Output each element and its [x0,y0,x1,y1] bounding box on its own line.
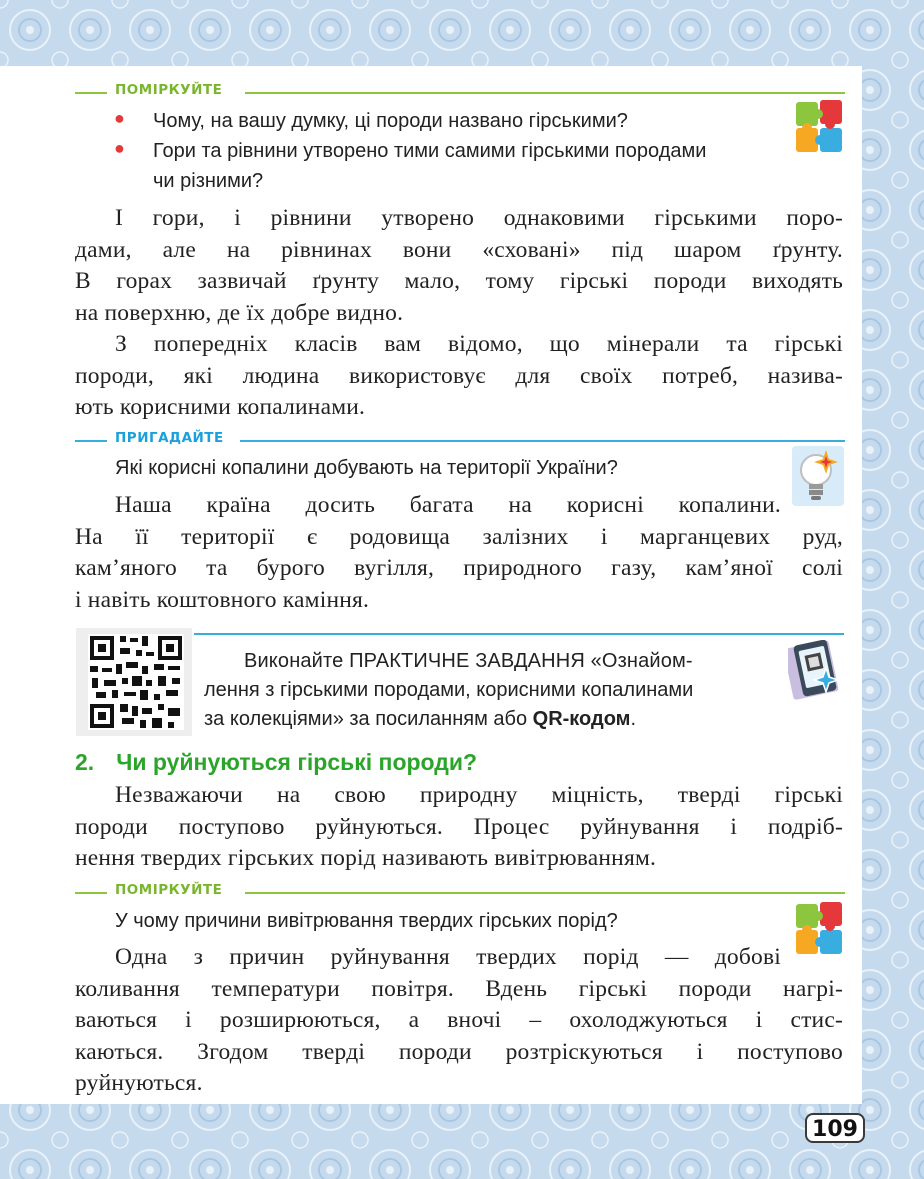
section-title: 2. Чи руйнуються гірські породи? [75,749,478,775]
practical-task-line2: лення з гірськими породами, корисними копалинами [204,679,694,701]
paragraph-minerals: З попередніх класів вам відомо, що мінерали та гірські породи, які людина використовує для своїх потреб, назива- ють корисними копалинами. [75,331,843,420]
remember-question: Які корисні копалини добувають на території України? [115,457,618,479]
practical-task-line1: Виконайте ПРАКТИЧНЕ ЗАВДАННЯ «Ознайом- [244,650,693,672]
tablet-qr-icon [788,640,844,700]
think-heading: ПОМІРКУЙТЕ [75,881,845,899]
puzzle-icon [794,98,846,156]
qr-code-link[interactable]: QR-кодом [532,708,631,730]
paragraph-mountains-plains: І гори, і рівнини утворено однаковими гірськими поро- дами, але на рівнинах вони «сховані» під шаром ґрунту. В горах зазвичай ґрунту мало, тому гірські породи виходять на поверхню, де їх добре видно. [75,205,843,326]
think-question-1: Чому, на вашу думку, ці породи названо гірськими? [153,110,628,132]
remember-heading: ПРИГАДАЙТЕ [75,429,845,447]
practical-task-rule [194,633,844,635]
paragraph-weathering: Незважаючи на свою природну міцність, тверді гірські породи поступово руйнуються. Процес руйнування і подріб- нення твердих гірських порід називають вивітрюванням. [75,782,843,871]
bullet: ● [114,138,125,158]
paragraph-temperature-causes: Одна з причин руйнування твердих порід — добові коливання температури повітря. Вдень гірські породи нагрі- ваються і розширюються, а вночі – охолоджуються і стис- каються. Згодом тверді породи розтріскуються і поступово руйнуються. [75,944,843,1096]
think-question-2-line2: чи різними? [153,170,264,192]
practical-task-line3: за колекціями» за посиланням або QR-кодом. [204,708,637,730]
think-heading: ПОМІРКУЙТЕ [75,81,845,99]
think-question: У чому причини вивітрювання твердих гірських порід? [115,910,618,932]
think-question-2-line1: Гори та рівнини утворено тими самими гірськими породами [153,140,707,162]
bullet: ● [114,108,125,128]
page-number: 109 [805,1113,865,1143]
paragraph-ukraine-resources: Наша країна досить багата на корисні копалини. На її території є родовища залізних і марганцевих руд, кам’яного та бурого вугілля, природного газу, кам’яної солі і навіть коштовного каміння. [75,492,843,613]
qr-code [76,628,192,736]
